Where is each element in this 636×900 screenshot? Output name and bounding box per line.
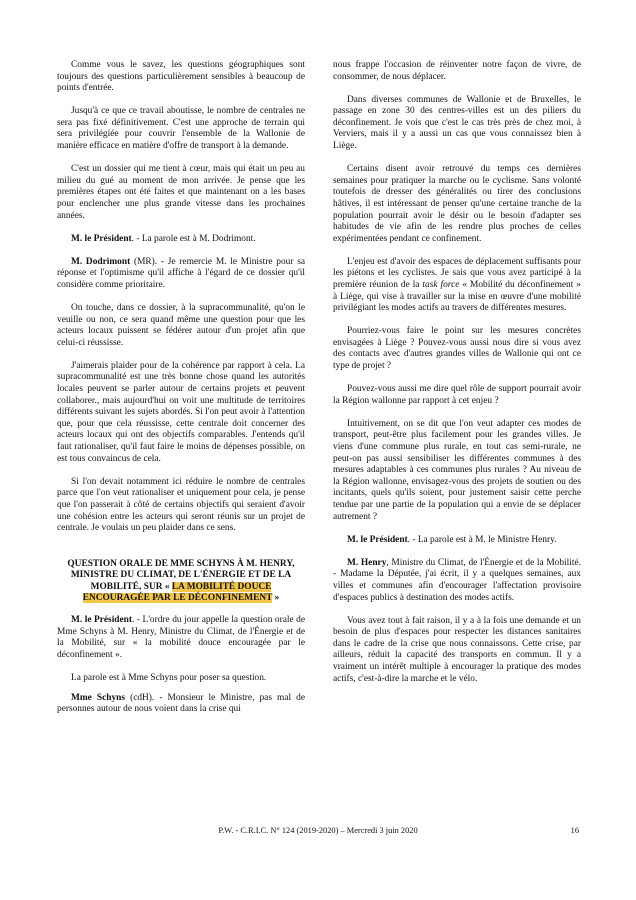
speaker-name: M. le Président (71, 233, 132, 244)
highlighted-title: LA MOBILITÉ DOUCE ENCOURAGÉE PAR LE DÉCONFINEMENT (82, 581, 273, 604)
speech-text: . - La parole est à M. le Ministre Henry. (407, 534, 557, 545)
paragraph: Comme vous le savez, les questions géographiques sont toujours des questions particulièrement sensibles à beaucoup de points d'entrée. (57, 60, 305, 94)
paragraph: Dans diverses communes de Wallonie et de Bruxelles, le passage en zone 30 des centres-villes est un des piliers du déconfinement. Je vois que c'est le cas très près de chez moi, à Verviers, mais il y a aussi un cas que vous connaissez bien à Liège. (333, 94, 581, 152)
paragraph: J'aimerais plaider pour de la cohérence par rapport à cela. La supracommunalité est une très bonne chose quand les autorités locales peuvent se parler autour de certains projets et peuvent collaborer., mais aujourd'hui on voit une multitude de territoires différents suivant les sujets abordés. Si l'on peut avoir à l'attention que, pour que cela réussisse, cette centrale doit concerner des acteurs locaux qui ont des objectifs comparables. J'entends qu'il faut rationaliser, qu'il faut faire le moins de dépenses possible, on est tous convaincus de cela. (57, 360, 305, 464)
speech-text: . - La parole est à M. Dodrimont. (131, 233, 256, 244)
heading-text: QUESTION ORALE DE MME SCHYNS À M. HENRY, MINISTRE DU CLIMAT, DE L'ÉNERGIE ET DE LA MOBILITÉ, SUR « (67, 558, 295, 592)
paragraph (333, 257, 581, 315)
speech-text: . - L'ordre du jour appelle la question orale de Mme Schyns à M. Henry, Ministre du Climat, de l'Énergie et de la Mobilité, sur « la mobilité douce encouragée par le déconfinement ». (57, 615, 305, 660)
paragraph (57, 693, 305, 716)
paragraph (333, 535, 581, 547)
speaker-name: Mme Schyns (71, 692, 126, 703)
speech-text: L'enjeu est d'avoir des espaces de déplacement suffisants pour les piétons et les cyclistes. Je sais que vous avez participé à la première réunion de la (333, 256, 581, 290)
paragraph (57, 257, 305, 292)
paragraph: Si l'on devait notamment ici réduire le nombre de centrales parce que l'on veut rationaliser et uniquement pour cela, je pense que l'on passerait à côté de certains objectifs qui seraient d'avoir une cohésion entre les acteurs qui seront réunis sur un projet de centrale. Je voulais un peu plaider dans ce sens. (57, 476, 305, 534)
speech-text: « Mobilité du déconfinement » à Liège, qui vise à travailler sur la mise en œuvre d'une mobilité privilégiant les modes actifs au travers de différentes mesures. (333, 280, 581, 314)
right-column (333, 60, 581, 697)
speech-text: , Ministre du Climat, de l'Énergie et de la Mobilité. - Madame la Députée, j'ai écrit, il y a quelques semaines, aux villes et communes afin d'encourager l'affectation provisoire d'espaces publics à destination des modes actifs. (333, 557, 581, 603)
speaker-name: M. le Président (347, 534, 408, 545)
left-column (57, 60, 305, 727)
italic-term: task force (422, 280, 460, 290)
paragraph: Jusqu'à ce que ce travail aboutisse, le nombre de centrales ne sera pas fixé définitivement. C'est une approche de terrain qui sera privilégiée pour couvrir l'ensemble de la Wallonie de manière efficace en matière d'offre de transport à la demande. (57, 106, 305, 152)
paragraph: Pourriez-vous faire le point sur les mesures concrètes envisagées à Liège ? Pouvez-vous aussi nous dire si vous avez des contacts avec d'autres grandes villes de Wallonie qui ont ce type de projet ? (333, 326, 581, 372)
speaker-name: M. le Président (71, 615, 133, 626)
paragraph: Intuitivement, on se dit que l'on veut adapter ces modes de transport, peut-être plus facilement pour les grandes villes. Je viens d'une commune plus rurale, en tout cas semi-rurale, ne peut-on pas aussi sensibiliser les différentes communes à des mesures adaptables à ces communes plus rurales ? Au niveau de la Région wallonne, envisagez-vous des projets de soutien ou des incitants, quels qu'ils soient, pour justement saisir cette perche tendue par une partie de la population qui a envie de se déplacer autrement ? (333, 418, 581, 522)
paragraph (57, 615, 305, 661)
paragraph: C'est un dossier qui me tient à cœur, mais qui était un peu au milieu du gué au moment de mon arrivée. Je pense que les premières étapes ont été faites et que maintenant on a les bases pour enclencher une plus grande vitesse dans les prochaines années. (57, 164, 305, 221)
speaker-name: M. Henry (347, 557, 387, 568)
paragraph: nous frappe l'occasion de réinventer notre façon de vivre, de consommer, de nous déplacer. (333, 60, 581, 82)
page-number: 16 (570, 826, 579, 835)
paragraph: Certains disent avoir retrouvé du temps ces dernières semaines pour pratiquer la marche ou le cyclisme. Sans volonté toutefois de dresser des généralités ou tirer des conclusions hâtives, il est intéressant de penser qu'une certaine tranche de la population pourrait avoir le désir ou le besoin d'adapter ses habitudes de vie afin de les rendre plus proches de celles expérimentées pendant ce confinement. (333, 164, 581, 244)
paragraph (333, 558, 581, 604)
paragraph: La parole est à Mme Schyns pour poser sa question. (71, 672, 267, 683)
paragraph (57, 234, 305, 246)
footer-reference: P.W. - C.R.I.C. N° 124 (2019-2020) – Mercredi 3 juin 2020 (218, 826, 418, 835)
heading-close: » (272, 593, 280, 604)
paragraph: On touche, dans ce dossier, à la supracommunalité, qu'on le veuille ou non, ce sera quand même une question pour que les acteurs locaux puissent se fédérer autour d'un projet afin que celui-ci réussisse. (57, 303, 305, 348)
speech-text: (MR). - Je remercie M. le Ministre pour sa réponse et l'optimisme qu'il affiche à l'égard de ce dossier qu'il considère comme prioritaire. (57, 256, 305, 290)
paragraph: Pouvez-vous aussi me dire quel rôle de support pourrait avoir la Région wallonne par rapport à cet enjeu ? (333, 384, 581, 406)
speaker-name: M. Dodrimont (71, 256, 131, 267)
question-heading (57, 559, 305, 605)
paragraph: Vous avez tout à fait raison, il y a à la fois une demande et un besoin de plus d'espaces pour respecter les distances sanitaires dans le cadre de la crise que nous connaissons. Cette crise, par ailleurs, réduit la capacité des transports en commun. Il y a vraiment un intérêt multiple à encourager la pratique des modes actifs, c'est-à-dire la marche et le vélo. (333, 615, 581, 684)
speech-text: (cdH). - Monsieur le Ministre, pas mal de personnes autour de nous voient dans la crise qui (57, 692, 305, 715)
